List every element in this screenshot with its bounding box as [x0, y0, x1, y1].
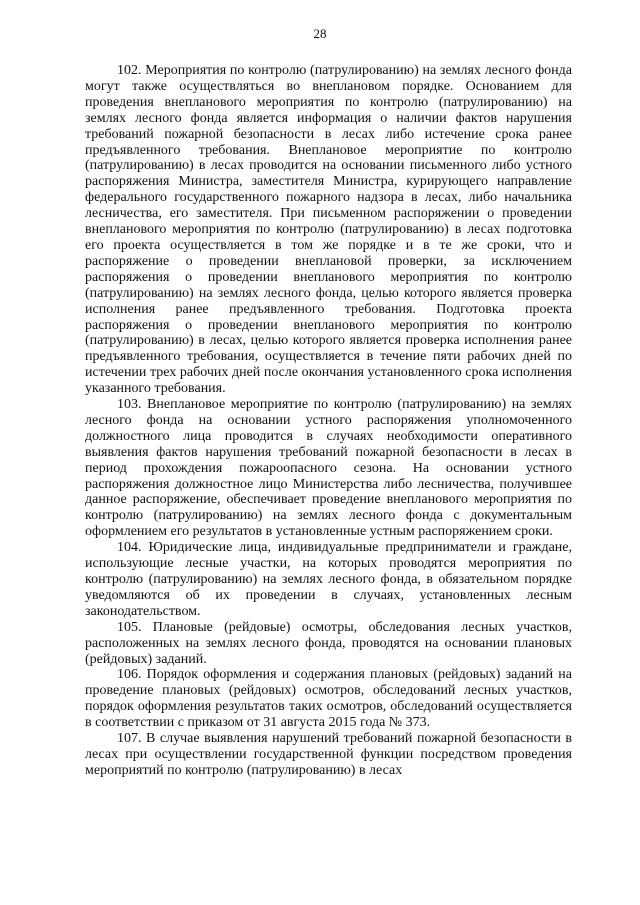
paragraph-105: 105. Плановые (рейдовые) осмотры, обследования лесных участков, расположенных на землях лесного фонда, проводятся на основании плановых (рейдовых) заданий. — [85, 619, 572, 667]
paragraph-104: 104. Юридические лица, индивидуальные предприниматели и граждане, использующие лесные участки, на которых проводятся мероприятия по контролю (патрулированию) на землях лесного фонда, в обязательном порядке уведомляются об их проведении в случаях, установленных лесным законодательством. — [85, 540, 572, 619]
document-body — [85, 63, 572, 779]
paragraph-107: 107. В случае выявления нарушений требований пожарной безопасности в лесах при осуществлении государственной функции посредством проведения мероприятий по контролю (патрулированию) в лесах — [85, 731, 572, 778]
paragraph-106: 106. Порядок оформления и содержания плановых (рейдовых) заданий на проведение плановых (рейдовых) осмотров, обследований лесных участков, порядок оформления результатов таких осмотров, обследований осуществляется в соответствии с приказом от 31 августа 2015 года № 373. — [85, 667, 572, 731]
paragraph-102: 102. Мероприятия по контролю (патрулированию) на землях лесного фонда могут также осуществляться во внеплановом порядке. Основанием для проведения внепланового мероприятия по контролю (патрулированию) на землях лесного фонда является информация о наличии фактов нарушения требований пожарной безопасности в лесах либо истечение срока ранее предъявленного требования. Внеплановое мероприятие по контролю (патрулированию) в лесах проводится на основании письменного либо устного распоряжения Министра, заместителя Министра, курирующего направление федерального государственного пожарного надзора в лесах, либо начальника лесничества, его заместителя. При письменном распоряжении о проведении внепланового мероприятия по контролю (патрулированию) в лесах подготовка его проекта осуществляется в том же порядке и в те же сроки, что и распоряжение о проведении внеплановой проверки, за исключением распоряжения о проведении внепланового мероприятия по контролю (патрулированию) на землях лесного фонда, целью которого является проверка исполнения ранее предъявленного требования. Подготовка проекта распоряжения о проведении внепланового мероприятия по контролю (патрулированию) в лесах, целью которого является проверка исполнения ранее предъявленного требования, осуществляется в течение пяти рабочих дней по истечении трех рабочих дней после окончания установленного срока исполнения указанного требования. — [85, 63, 572, 397]
page-number: 28 — [313, 26, 327, 41]
paragraph-103: 103. Внеплановое мероприятие по контролю (патрулированию) на землях лесного фонда на основании устного распоряжения уполномоченного должностного лица проводится в случаях необходимости оперативного выявления фактов нарушения требований пожарной безопасности в лесах в период прохождения пожароопасного сезона. На основании устного распоряжения должностное лицо Министерства либо лесничества, получившее данное распоряжение, обеспечивает проведение внепланового мероприятия по контролю (патрулированию) на землях лесного фонда с документальным оформлением его результатов в установленные устным распоряжением сроки. — [85, 397, 572, 540]
